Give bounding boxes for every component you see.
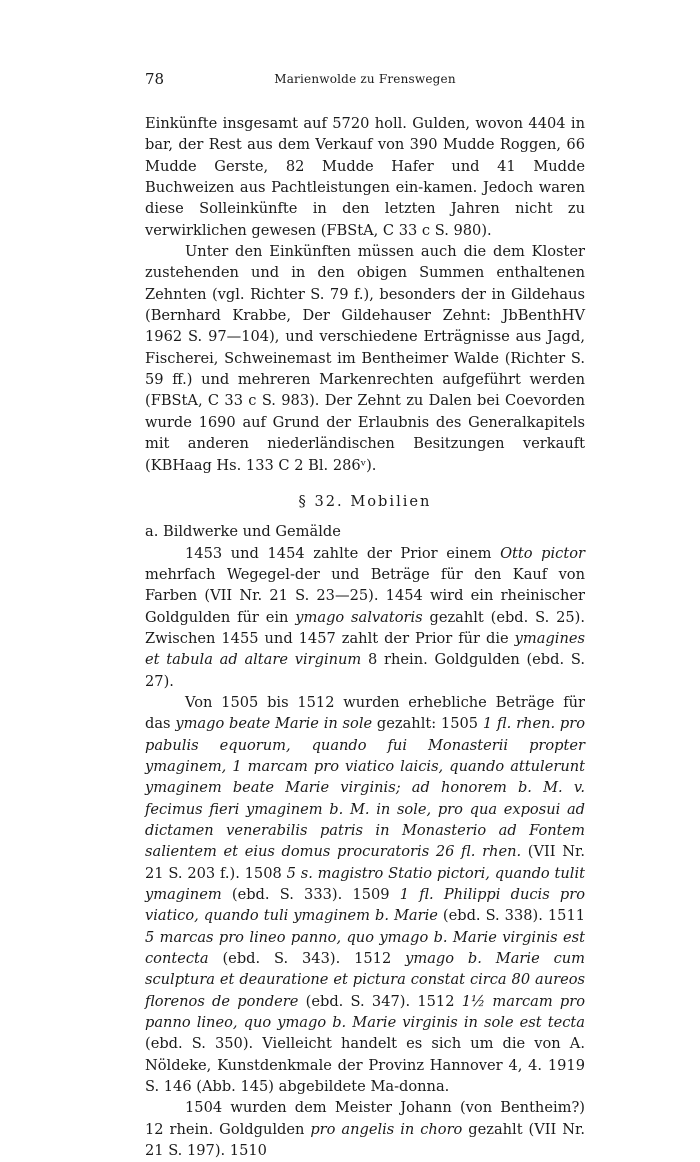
running-title: Marienwolde zu Frenswegen: [274, 72, 456, 86]
paragraph-otto-pictor: 1453 und 1454 zahlte der Prior einem Otto pictor mehrfach Wegegel-der und Beträge für den Kauf von Farben (VII Nr. 21 S. 23—25). 1454 wird ein rheinischer Goldgulden für ein ymago salvatoris gezahlt (ebd. S. 25). Zwischen 1455 und 1457 zahlt der Prior für die ymagines et tabula ad altare virginum 8 rhein. Goldgulden (ebd. S. 27).: [145, 544, 586, 690]
subheading: a. Bildwerke und Gemälde: [145, 523, 341, 541]
paragraph-income: Einkünfte insgesamt auf 5720 holl. Gulden, wovon 4404 in bar, der Rest aus dem Verkauf von 390 Mudde Roggen, 66 Mudde Gerste, 82 Mudde Hafer und 41 Mudde Buchweizen aus Pachtleistungen ein-kamen. Jedoch waren diese Solleinkünfte in den letzten Jahren nicht zu verwirklichen gewesen (FBStA, C 33 c S. 980).: [145, 115, 585, 239]
paragraph-ymago-beate-marie: Von 1505 bis 1512 wurden erhebliche Beträge für das ymago beate Marie in sole gezahlt: 1505 1 fl. rhen. pro pabulis equorum, quando fui Monasterii propter ymaginem, 1 marcam pro viatico laicis, quando attulerunt ymaginem beate Marie virginis; ad honorem b. M. v. fecimus fieri ymaginem b. M. in sole, pro qua exposui ad dictamen venerabilis patris in Monasterio ad Fontem salientem et eius domus procuratoris 26 fl. rhen. (VII Nr. 21 S. 203 f.). 1508 5 s. magistro Statio pictori, quando tulit ymaginem (ebd. S. 333). 1509 1 fl. Philippi ducis pro viatico, quando tuli ymaginem b. Marie (ebd. S. 338). 1511 5 marcas pro lineo panno, quo ymago b. Marie virginis est contecta (ebd. S. 343). 1512 ymago b. Marie cum sculptura et deauratione et pictura constat circa 80 aureos florenos de pondere (ebd. S. 347). 1512 1½ marcam pro panno lineo, quo ymago b. Marie virginis in sole est tecta (ebd. S. 350). Vielleicht handelt es sich um die von A. Nöldeke, Kunstdenkmale der Provinz Hannover 4, 4. 1919 S. 146 (Abb. 145) abgebildete Ma-donna.: [145, 693, 586, 1096]
paragraph-meister-johann: 1504 wurden dem Meister Johann (von Bentheim?) 12 rhein. Goldgulden pro angelis in choro gezahlt (VII Nr. 21 S. 197). 1510: [145, 1099, 585, 1160]
running-head: [145, 70, 585, 94]
body-text: [145, 113, 585, 1162]
paragraph-tithes: Unter den Einkünften müssen auch die dem Kloster zustehenden und in den obigen Summen enthaltenen Zehnten (vgl. Richter S. 79 f.), besonders der in Gildehaus (Bernhard Krabbe, Der Gildehauser Zehnt: JbBenthHV 1962 S. 97—104), und verschiedene Erträgnisse aus Jagd, Fischerei, Schweinemast im Bentheimer Walde (Richter S. 59 ff.) und mehreren Markenrechten aufgeführt werden (FBStA, C 33 c S. 983). Der Zehnt zu Dalen bei Coevorden wurde 1690 auf Grund der Erlaubnis des Generalkapitels mit anderen niederländischen Besitzungen verkauft (KBHaag Hs. 133 C 2 Bl. 286ᵛ).: [145, 243, 585, 474]
page-number: 78: [145, 70, 165, 88]
section-heading: § 32. Mobilien: [298, 492, 432, 510]
